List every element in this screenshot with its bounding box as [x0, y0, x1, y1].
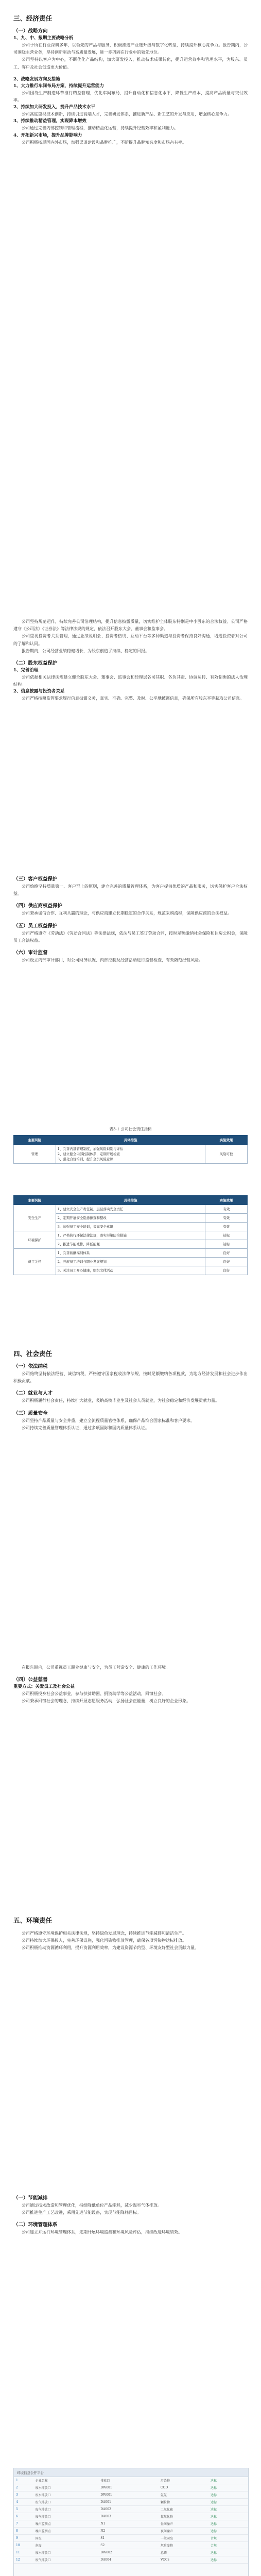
subsection-title: （一）依法纳税 — [13, 1364, 48, 1369]
screenshot-cell: 危险废物 — [160, 2544, 173, 2548]
screenshot-cell: 废气排放口 — [35, 2508, 51, 2512]
screenshot-cell: N1 — [100, 2522, 106, 2526]
section-economic — [13, 14, 248, 146]
screenshot-cell: DW001 — [100, 2493, 112, 2497]
paragraph: 公司于所在行业深耕多年，以领先的产品与服务，积极推进产业链升级与数字化转型，持续提升核心竞争力。报告期内，公司围绕主营业务，坚持创新驱动与高质量发展，进一步巩固在行业中的领先地位。 — [13, 43, 248, 55]
screenshot-cell: 达标 — [210, 2530, 217, 2533]
paragraph: 报告期内，公司经营业绩稳健增长，为股东创造了持续、稳定的回报。 — [22, 648, 149, 653]
subsection-title: （四）公益慈善 — [13, 1677, 48, 1683]
table-cell: 3、关注员工身心健康，组织文体活动 — [56, 1266, 205, 1275]
section-charity — [13, 1664, 248, 1705]
screenshot-cell: S1 — [100, 2536, 105, 2540]
screenshot-row — [14, 2513, 248, 2520]
screenshot-cell: 氨氮 — [160, 2494, 167, 2497]
table-cell: 1、严格执行环保法律法规，落实污染防治措施 — [56, 1231, 205, 1240]
section-governance — [13, 618, 248, 703]
screenshot-row — [14, 2535, 248, 2542]
table-cell: 环境保护 — [14, 1231, 56, 1249]
paragraph: 公司围绕生产制造环节推行精益管理，优化车间布局，提升自动化和信息化水平，降低生产成本，提高产品质量与交付效率。 — [13, 90, 248, 103]
screenshot-cell: 6 — [16, 2515, 18, 2518]
screenshot-cell: 废气排放口 — [35, 2501, 51, 2504]
item-heading: 3、持续推动精益管理，实现降本增效 — [13, 118, 86, 124]
item-heading: 4、开拓新兴市场，提升品牌影响力 — [13, 132, 82, 138]
table-header-cell: 具体措施 — [56, 1196, 205, 1205]
table-cell: 良好 — [205, 1249, 248, 1258]
screenshot-cell: 达标 — [210, 2515, 217, 2519]
table-cell: 1、完善薪酬福利体系 — [56, 1249, 205, 1258]
paragraph: 公司严格按照监管要求履行信息披露义务，真实、准确、完整、及时、公平地披露信息，确保所有股东平等获取公司信息。 — [22, 696, 244, 701]
paragraph: 公司积极推动资源循环利用，提升资源利用效率，为建设资源节约型、环境友好型社会贡献力量。 — [22, 1945, 199, 1951]
subsection-title: （一）节能减排 — [13, 2195, 48, 2201]
platform-screenshot — [13, 2468, 249, 2576]
paragraph: 公司通过技术改造和管理优化，持续降低单位产品能耗，减少温室气体排放。 — [22, 2203, 162, 2208]
screenshot-row — [14, 2556, 248, 2564]
table-cell: 管理 — [14, 1145, 56, 1164]
table-header-row — [14, 1196, 248, 1205]
section-title: 五、环境责任 — [13, 1917, 53, 1924]
section-environment — [13, 1917, 248, 1952]
table-cell: 风险可控 — [205, 1145, 248, 1164]
table-row — [14, 1205, 248, 1214]
screenshot-cell: 废水排放口 — [35, 2551, 51, 2555]
screenshot-cell: 企业名称 — [35, 2479, 48, 2483]
screenshot-cell: 夜间噪声 — [160, 2530, 173, 2533]
subsection-title: 2、战略发展方向及措施 — [13, 76, 60, 82]
screenshot-cell: 合规 — [210, 2544, 217, 2548]
screenshot-row — [14, 2528, 248, 2535]
paragraph: 公司积极投身社会公益事业，参与扶贫助困、捐资助学等公益活动，回馈社会。 — [22, 1691, 166, 1697]
table-cell: 有效 — [205, 1223, 248, 1231]
paragraph: 公司坚持规范运作，持续完善公司治理结构，提升信息披露质量，切实维护全体股东特别是中小股东的合法权益。公司严格遵守《公司法》《证券法》等法律法规的规定，依法召开股东大会、董事会和监事会。 — [13, 619, 248, 632]
screenshot-cell: 达标 — [210, 2486, 217, 2490]
screenshot-cell: 二氧化硫 — [160, 2508, 173, 2512]
screenshot-row — [14, 2492, 248, 2499]
screenshot-row — [14, 2549, 248, 2556]
screenshot-cell: DW002 — [100, 2551, 112, 2554]
screenshot-row — [14, 2520, 248, 2528]
screenshot-cell: 1 — [16, 2479, 18, 2482]
screenshot-cell: 废气排放口 — [35, 2558, 51, 2562]
screenshot-cell: 4 — [16, 2500, 18, 2504]
paragraph: 公司坚持以客户为中心，不断优化产品结构，加大研发投入，推动技术成果转化，提升运营效率和管理水平，为股东、员工、客户及社会创造更大价值。 — [13, 57, 248, 70]
paragraph: 公司通过完善内部控制和管理流程，推动精益化运营，持续提升经营效率和盈利能力。 — [22, 126, 178, 131]
screenshot-cell: 达标 — [210, 2558, 217, 2562]
screenshot-cell: 2 — [16, 2486, 18, 2489]
screenshot-cell: 噪声监测点 — [35, 2522, 51, 2526]
screenshot-cell: 废水排放口 — [35, 2494, 51, 2497]
subsection-title: （二）环境管理体系 — [13, 2222, 58, 2228]
subsection-title: （一）战略方向 — [13, 28, 48, 34]
subsection-title: （四）供应商权益保护 — [13, 903, 63, 909]
screenshot-cell: DA004 — [100, 2558, 111, 2562]
table-cell: 良好 — [205, 1258, 248, 1266]
subsection-title: （三）客户权益保护 — [13, 876, 58, 882]
screenshot-cell: COD — [160, 2486, 168, 2489]
subsection-title: （二）就业与人才 — [13, 1391, 53, 1397]
table-header-cell: 实施效果 — [205, 1136, 248, 1145]
paragraph: 公司高度重视技术创新，持续引进高端人才，完善研发体系，推进新产品、新工艺的开发与应用，增强核心竞争力。 — [22, 112, 232, 117]
risk-table-1 — [13, 1123, 248, 1164]
paragraph: 公司坚持产品质量与安全并重，建立全流程质量管控体系，确保产品符合国家标准和客户要求。 — [22, 1418, 195, 1423]
screenshot-cell: 10 — [16, 2544, 20, 2547]
subsection-title: （三）质量安全 — [13, 1410, 48, 1416]
item-heading: 2、持续加大研发投入，提升产品技术水平 — [13, 105, 95, 110]
section-stakeholders — [13, 876, 248, 964]
paragraph: 公司建立并运行环境管理体系，定期开展环境监测和环境风险评估，持续改进环境绩效。 — [22, 2230, 182, 2235]
table-cell: 2、开展员工培训与职业发展规划 — [56, 1258, 205, 1266]
table-header-row — [14, 1136, 248, 1145]
table-cell: 达标 — [205, 1231, 248, 1240]
item-heading: 1、大力推行车间布局方案，持续提升运营能力 — [13, 83, 104, 89]
table-header-cell: 主要风险 — [14, 1196, 56, 1205]
table-cell: 有效 — [205, 1205, 248, 1214]
screenshot-cell: 9 — [16, 2536, 18, 2540]
table-cell: 有效 — [205, 1214, 248, 1223]
screenshot-cell: DA001 — [100, 2500, 111, 2504]
paragraph: 公司设立内部审计部门，对公司财务状况、内部控制及经营活动进行监督检查，有效防范经营风险。 — [22, 958, 203, 963]
paragraph: 公司依据相关法律法规建立健全股东大会、董事会、监事会和经理层各司其职、各负其责、协调运转、有效制衡的法人治理结构。 — [13, 675, 248, 687]
screenshot-cell: 达标 — [210, 2494, 217, 2497]
section-title: 三、经济责任 — [13, 14, 53, 22]
table-row — [14, 1249, 248, 1258]
section-social — [13, 1350, 248, 1432]
screenshot-cell: 污染物 — [160, 2479, 170, 2483]
paragraph: 公司推进生产工艺改进，采用先进节能设备，实现节能降耗目标。 — [22, 2210, 141, 2215]
screenshot-cell: 达标 — [210, 2501, 217, 2504]
screenshot-cell: 达标 — [210, 2508, 217, 2512]
screenshot-cell: 废气排放口 — [35, 2515, 51, 2519]
screenshot-cell: 昼间噪声 — [160, 2522, 173, 2526]
section-title: 四、社会责任 — [13, 1350, 53, 1358]
embedded-screenshot — [13, 2468, 248, 2576]
table-cell: 1、完善内部管理制度，加强风险识别与评估 2、建立健全内部控制体系，定期开展检查 3、强化合规培训，提升全员风险意识 — [56, 1145, 205, 1164]
subsection-title: （五）员工权益保护 — [13, 923, 58, 929]
screenshot-cell: 排放口 — [100, 2479, 110, 2483]
screenshot-cell: 12 — [16, 2558, 20, 2562]
paragraph: 在报告期内，公司重视员工职业健康与安全，为员工营造安全、健康的工作环境。 — [22, 1665, 170, 1670]
risk-table-2 — [13, 1195, 248, 1275]
table — [13, 1135, 248, 1164]
screenshot-cell: 达标 — [210, 2522, 217, 2526]
screenshot-cell: 一般固废 — [160, 2537, 173, 2540]
screenshot-row — [14, 2542, 248, 2549]
screenshot-cell: 颗粒物 — [160, 2501, 170, 2504]
screenshot-cell: 达标 — [210, 2479, 217, 2483]
screenshot-cell: 危废 — [35, 2544, 42, 2548]
paragraph: 公司积极拓展国内外市场，加强渠道建设和品牌推广，不断提升品牌知名度和市场占有率。 — [22, 140, 186, 145]
paragraph: 公司秉承诚信合作、互利共赢的理念，与供应商建立长期稳定的合作关系，规范采购流程，保障供应商的合法权益。 — [22, 911, 232, 916]
paragraph: 公司持续加大环保投入，完善环保设施，强化污染物排放管理，确保各项污染物达标排放。 — [22, 1938, 186, 1943]
table-row — [14, 1231, 248, 1240]
table-cell: 达标 — [205, 1240, 248, 1249]
item-heading: 1、完善治理 — [13, 668, 39, 673]
screenshot-row — [14, 2477, 248, 2484]
screenshot-cell: 噪声监测点 — [35, 2530, 51, 2533]
table-cell: 良好 — [205, 1266, 248, 1275]
table-header-cell: 主要风险 — [14, 1136, 56, 1145]
screenshot-row — [14, 2506, 248, 2513]
table-cell: 1、建立安全生产责任制，层层落实安全责任 — [56, 1205, 205, 1214]
screenshot-cell: 废水排放口 — [35, 2486, 51, 2490]
paragraph: 公司始终坚持质量第一、客户至上的原则，建立完善的质量管理体系，为客户提供优质的产品和服务，切实保护客户合法权益。 — [13, 884, 248, 896]
paragraph: 公司积极履行社会责任，持续扩大就业，吸纳高校毕业生及社会人员就业，为社会稳定和经济发展贡献力量。 — [22, 1398, 219, 1403]
table-row — [14, 1145, 248, 1164]
screenshot-cell: 7 — [16, 2522, 18, 2526]
screenshot-cell: VOCs — [160, 2558, 169, 2562]
section-energy — [13, 2195, 248, 2236]
screenshot-cell: N2 — [100, 2529, 106, 2533]
table-header-cell: 具体措施 — [56, 1136, 205, 1145]
screenshot-cell: 5 — [16, 2507, 18, 2511]
screenshot-cell: S2 — [100, 2544, 105, 2547]
paragraph: 公司严格遵守《劳动法》《劳动合同法》等法律法规，依法与员工签订劳动合同，按时足额缴纳社会保险和住房公积金，保障员工合法权益。 — [13, 930, 248, 943]
screenshot-cell: 3 — [16, 2493, 18, 2497]
screenshot-cell: 11 — [16, 2551, 20, 2554]
paragraph: 公司始终坚持依法经营、诚信纳税，严格遵守国家税收法律法规，按时足额缴纳各项税款，为地方经济发展和社会进步作出积极贡献。 — [13, 1371, 248, 1384]
screenshot-row — [14, 2499, 248, 2506]
screenshot-cell: 达标 — [210, 2551, 217, 2555]
paragraph: 公司持续完善质量管理体系认证，通过多项国际和国内质量体系认证。 — [22, 1425, 149, 1430]
table — [13, 1195, 248, 1275]
screenshot-row — [14, 2484, 248, 2492]
table-cell: 2、定期开展安全隐患排查和整改 — [56, 1214, 205, 1223]
screenshot-cell: 固废 — [35, 2537, 42, 2540]
table-cell: 2、推进节能减排，降低能耗 — [56, 1240, 205, 1249]
table-cell: 安全生产 — [14, 1205, 56, 1231]
screenshot-rows — [14, 2477, 248, 2564]
table-cell: 3、加强员工安全培训，提高安全意识 — [56, 1223, 205, 1231]
table-header-cell: 实施效果 — [205, 1196, 248, 1205]
table-caption: 表3-1 公司社会责任指标 — [109, 1127, 152, 1131]
item-heading: 2、信息披露与投资者关系 — [13, 689, 65, 694]
screenshot-cell: 合规 — [210, 2537, 217, 2540]
screenshot-cell: 8 — [16, 2529, 18, 2533]
screenshot-cell: 氮氧化物 — [160, 2515, 173, 2519]
subsection-subtitle: 重要方式：关爱员工及社会公益 — [13, 1684, 75, 1690]
screenshot-cell: DA002 — [100, 2507, 111, 2511]
screenshot-cell: DW001 — [100, 2486, 112, 2489]
subsection-title: （六）审计监督 — [13, 950, 48, 956]
subsection-subtitle: 1、九、中、报期主要战略分析 — [13, 36, 74, 41]
screenshot-cell: 总磷 — [160, 2551, 167, 2555]
paragraph: 公司严格遵守环境保护相关法律法规，坚持绿色发展理念，持续推进节能减排和清洁生产。 — [22, 1931, 186, 1936]
table-cell: 员工关怀 — [14, 1249, 56, 1275]
paragraph: 公司重视投资者关系管理，通过业绩说明会、投资者热线、互动平台等多种渠道与投资者保持良好沟通，增进投资者对公司的了解和认同。 — [13, 634, 248, 646]
screenshot-cell: DA003 — [100, 2515, 111, 2518]
paragraph: 公司秉承回馈社会的理念，持续开展志愿服务活动，弘扬社会正能量，树立良好的企业形象。 — [22, 1699, 190, 1704]
subsection-title: （二）股东权益保护 — [13, 660, 58, 667]
screenshot-header: 环境信息公开平台 — [14, 2468, 248, 2477]
